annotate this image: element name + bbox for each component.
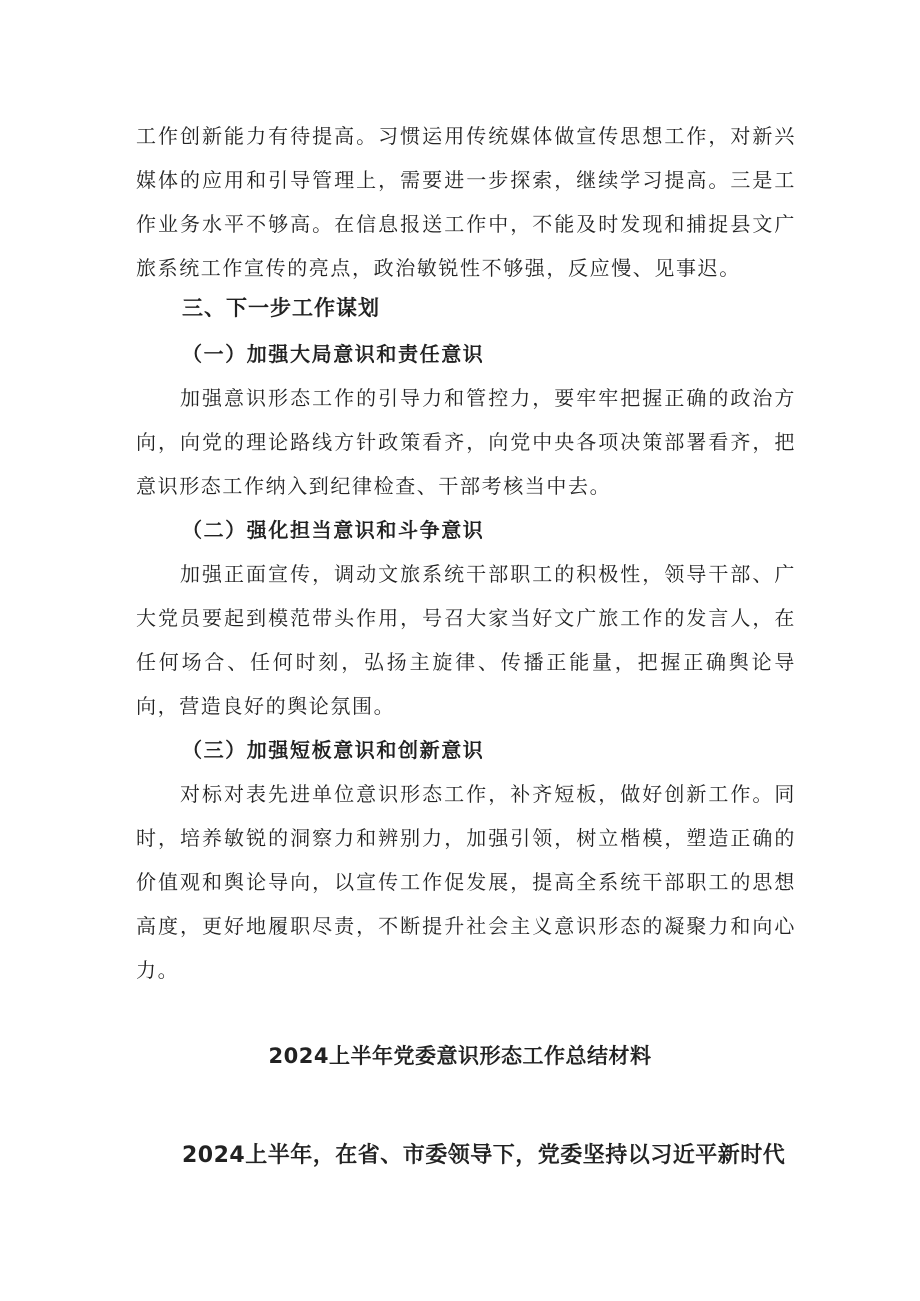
subsection-heading-2: （二）强化担当意识和斗争意识 <box>182 518 485 542</box>
document-title: 2024上半年党委意识形态工作总结材料 <box>268 1044 652 1068</box>
subsection-heading-3: （三）加强短板意识和创新意识 <box>182 738 485 762</box>
subsection-body-2: 加强正面宣传，调动文旅系统干部职工的积极性，领导干部、广大党员要起到模范带头作用，号召大家当好文广旅工作的发言人，在任何场合、任何时刻，弘扬主旋律、传播正能量，把握正确舆论导向，营造良好的舆论氛围。 <box>136 562 796 718</box>
section-heading: 三、下一步工作谋划 <box>182 296 380 320</box>
lead-paragraph: 2024上半年，在省、市委领导下，党委坚持以习近平新时代 <box>182 1143 786 1168</box>
subsection-body-3: 对标对表先进单位意识形态工作，补齐短板，做好创新工作。同时，培养敏锐的洞察力和辨别力，加强引领，树立楷模，塑造正确的价值观和舆论导向，以宣传工作促发展，提高全系统干部职工的思想高度，更好地履职尽责，不断提升社会主义意识形态的凝聚力和向心力。 <box>136 782 796 982</box>
subsection-body-1: 加强意识形态工作的引导力和管控力，要牢牢把握正确的政治方向，向党的理论路线方针政策看齐，向党中央各项决策部署看齐，把意识形态工作纳入到纪律检查、干部考核当中去。 <box>136 386 796 498</box>
subsection-heading-1: （一）加强大局意识和责任意识 <box>182 342 485 366</box>
paragraph-continuation: 工作创新能力有待提高。习惯运用传统媒体做宣传思想工作，对新兴媒体的应用和引导管理上，需要进一步探索，继续学习提高。三是工作业务水平不够高。在信息报送工作中，不能及时发现和捕捉县文广旅系统工作宣传的亮点，政治敏锐性不够强，反应慢、见事迟。 <box>136 124 796 280</box>
